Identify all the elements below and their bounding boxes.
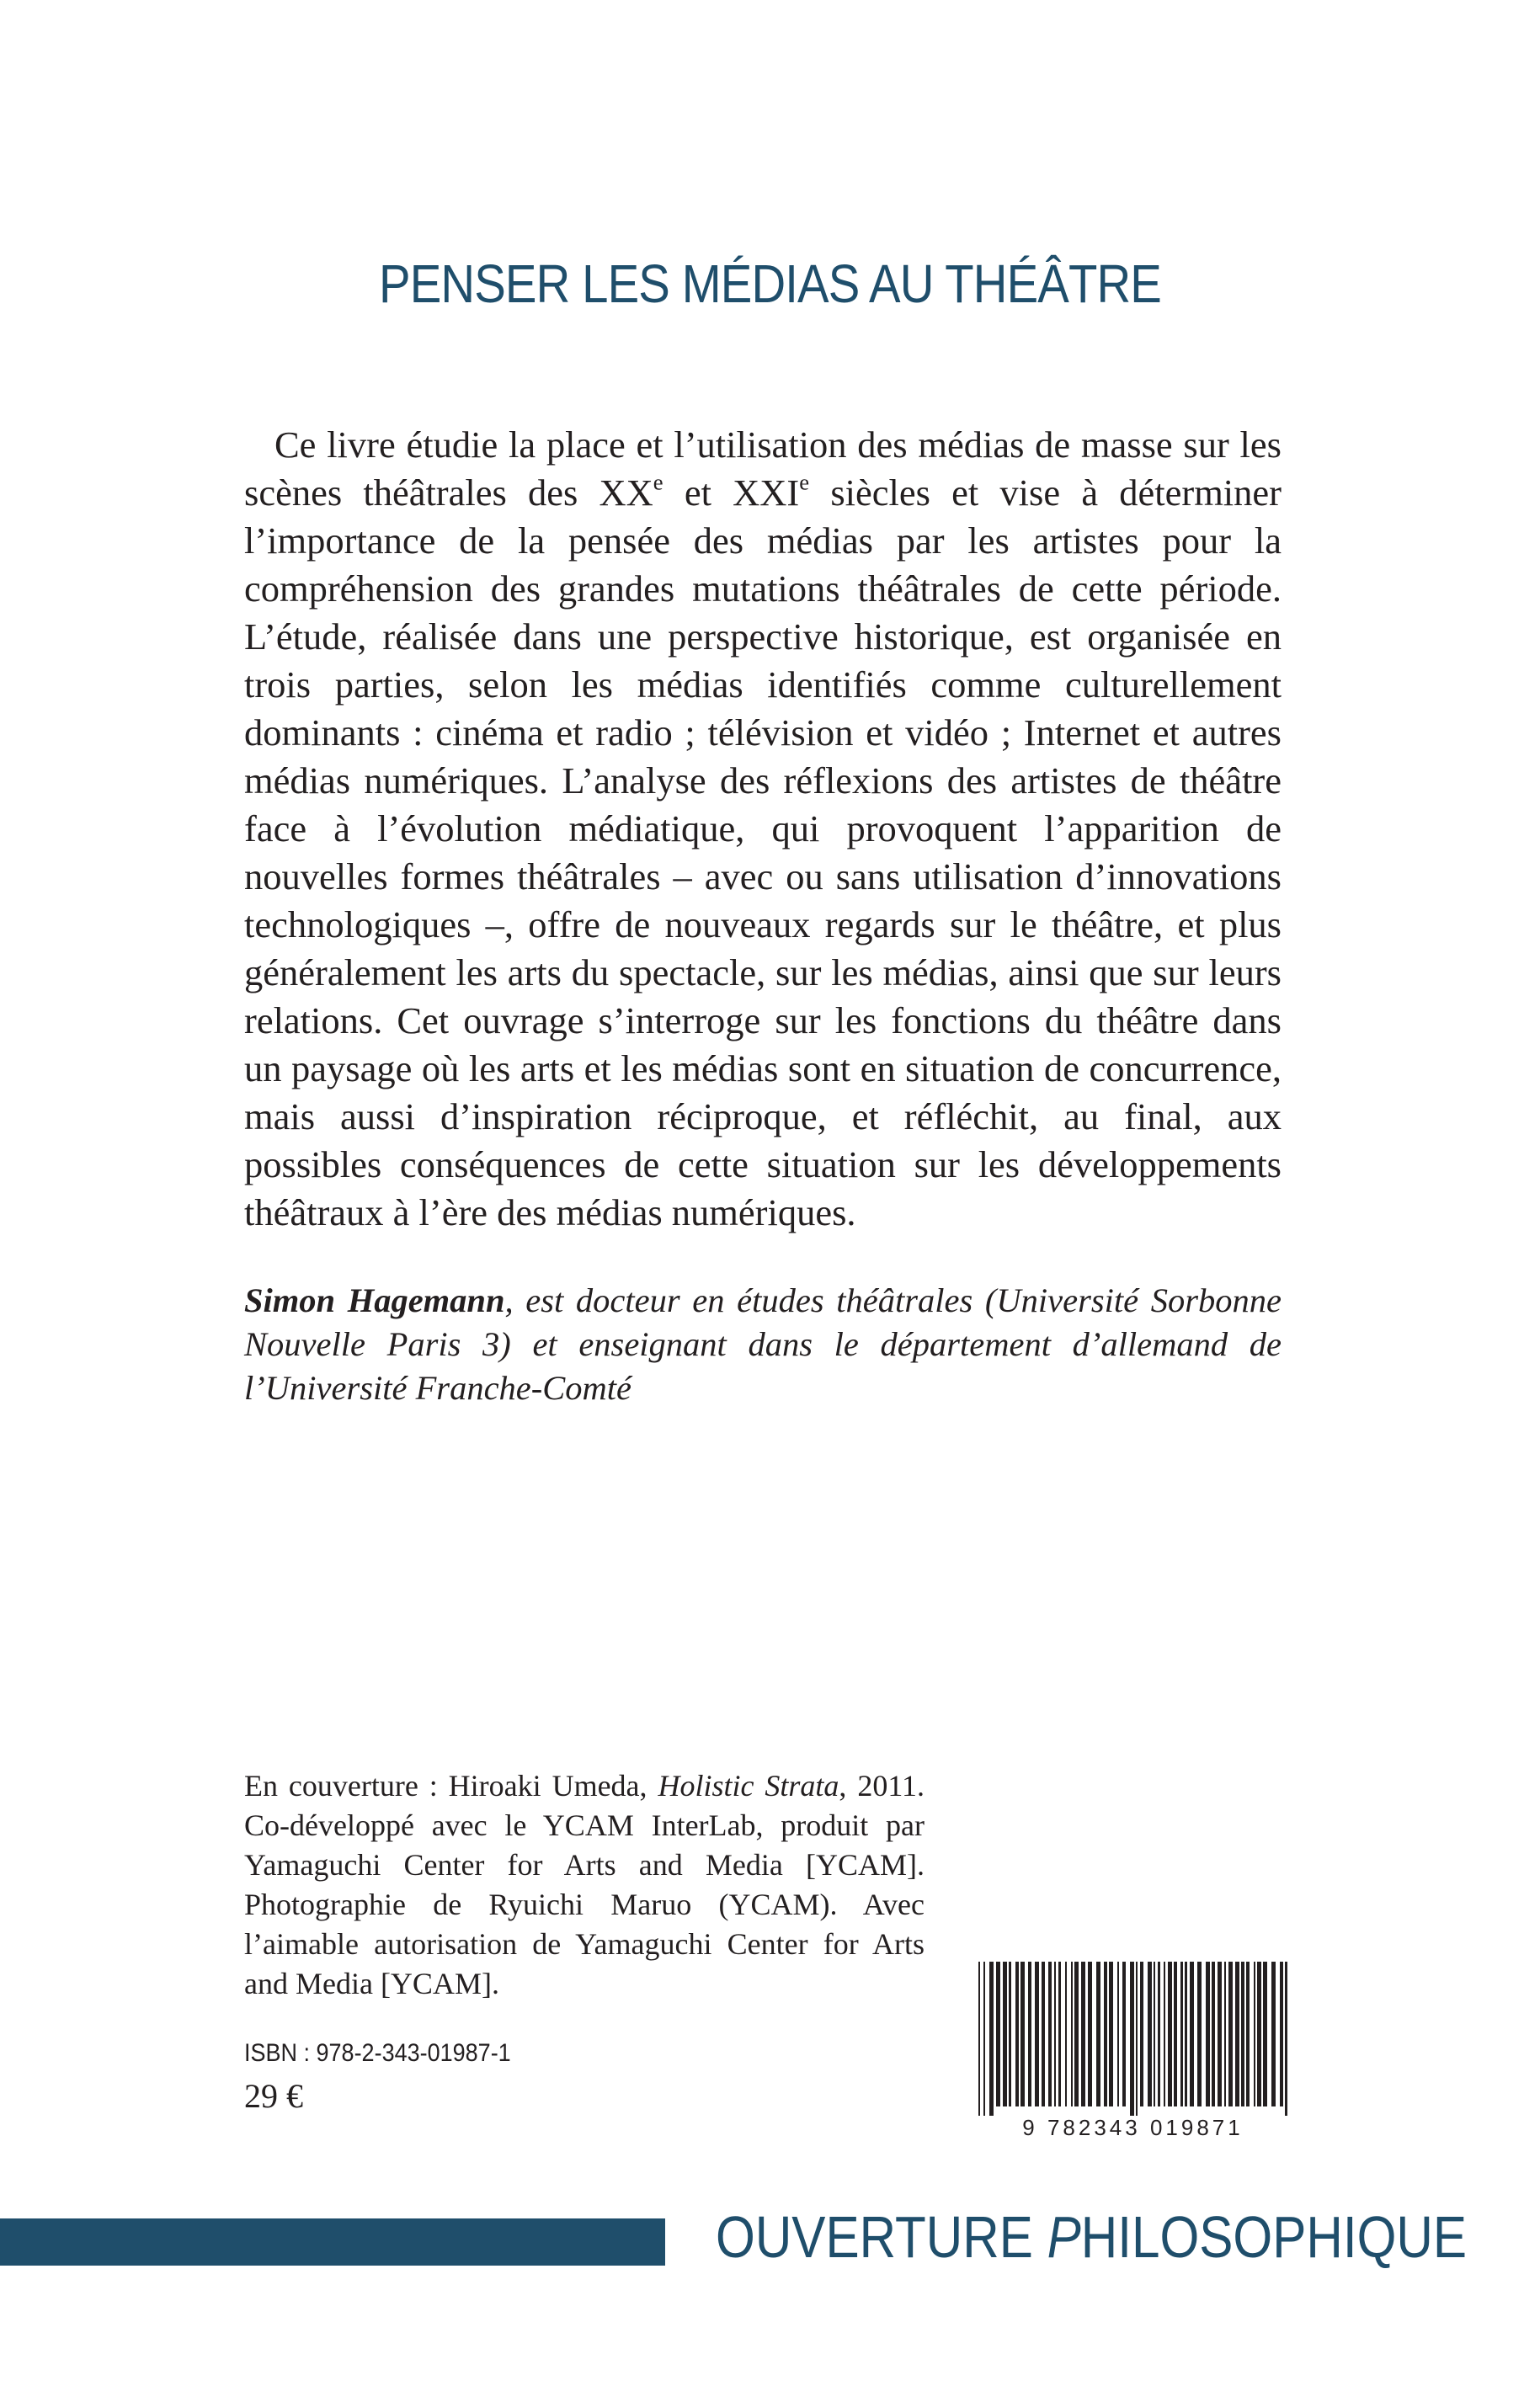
author-bio [244,1279,1282,1410]
description-superscript-2: e [799,469,810,495]
book-description [244,421,1282,1237]
barcode-digits: 9 782343 019871 [1022,2115,1244,2140]
series-name-part-2: P [1047,2204,1081,2270]
cover-credit-work: Holistic Strata [658,1769,839,1803]
series-name [716,2203,1467,2271]
series-bar [0,2218,665,2266]
description-text-1: Ce livre étudie la place et l’utilisation des médias de masse sur les scènes théâtrales des XX [244,423,1282,514]
description-superscript-1: e [653,469,663,495]
cover-credit-prefix: En couverture : Hiroaki Umeda, [244,1769,658,1803]
author-name: Simon Hagemann [244,1281,505,1319]
description-text-2: et XXI [663,471,800,514]
cover-credit [244,1766,925,2004]
author-bio-text: , est docteur en études théâtrales (Université Sorbonne Nouvelle Paris 3) et enseignant dans le département d’allemand de l’Université Franche-Comté [244,1281,1282,1407]
series-name-part-1: OUVERTURE [716,2204,1047,2270]
book-title: PENSER LES MÉDIAS AU THÉÂTRE [379,253,1161,314]
cover-credit-suffix: , 2011. Co-développé avec le YCAM InterLab, produit par Yamaguchi Center for Arts and Media [YCAM]. Photographie de Ryuichi Maruo (YCAM). Avec l’aimable autorisation de Yamaguchi Center for Arts and Media [YCAM]. [244,1769,925,2000]
barcode-icon [967,1962,1299,2116]
series-name-part-3: HILOSOPHIQUE [1080,2204,1468,2270]
isbn: ISBN : 978-2-343-01987-1 [244,2039,511,2067]
description-text-3: siècles et vise à déterminer l’importance de la pensée des médias par les artistes pour la compréhension des grandes mutations théâtrales de cette période. L’étude, réalisée dans une perspective historique, est organisée en trois parties, selon les médias identifiés comme culturellement dominants : cinéma et radio ; télévision et vidéo ; Internet et autres médias numériques. L’analyse des réflexions des artistes de théâtre face à l’évolution médiatique, qui provoquent l’apparition de nouvelles formes théâtrales – avec ou sans utilisation d’innovations technologiques –, offre de nouveaux regards sur le théâtre, et plus généralement les arts du spectacle, sur les médias, ainsi que sur leurs relations. Cet ouvrage s’interroge sur les fonctions du théâtre dans un paysage où les arts et les médias sont en situation de concurrence, mais aussi d’inspiration réciproque, et réfléchit, au final, aux possibles conséquences de cette situation sur les développements théâtraux à l’ère des médias numériques. [244,471,1282,1233]
price: 29 € [244,2077,303,2115]
